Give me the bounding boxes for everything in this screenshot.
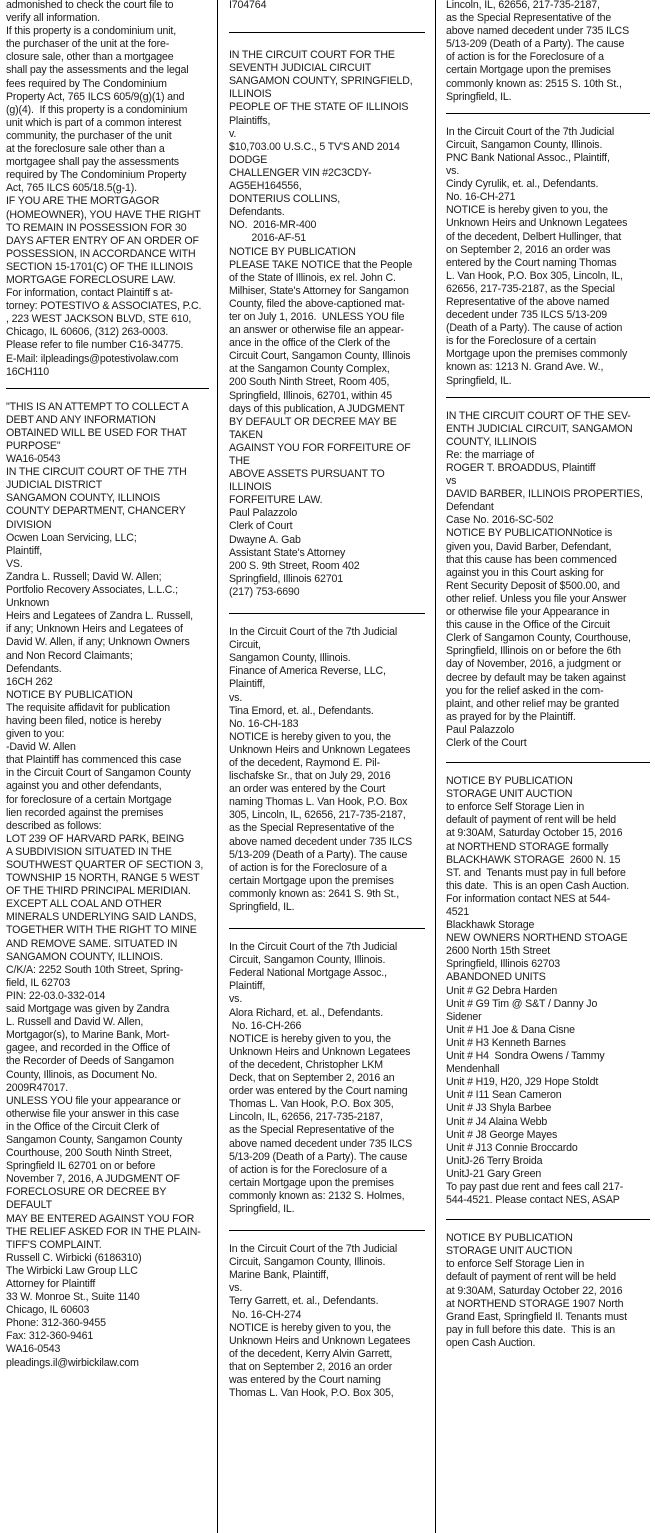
notice-divider — [229, 1230, 425, 1231]
notice-divider — [229, 928, 425, 929]
legal-notice: admonished to check the court file to verify all information. If this property is a condominium unit, the purchaser of the unit at the fore- closure sale, other than a mortgagee shall pay the assessments and the legal fees required by The Condominium Property Act, 765 ILCS 605/9(g)(1) and (g)(4). If this property is a condominium unit which is part of a common interest community, the purchaser of the unit at the foreclosure sale other than a mortgagee shall pay the assessments required by The Condominium Property Act, 765 ILCS 605/18.5(g-1). IF YOU ARE THE MORTGAGOR (HOMEOWNER), YOU HAVE THE RIGHT TO REMAIN IN POSSESSION FOR 30 DAYS AFTER ENTRY OF AN ORDER OF POSSESSION, IN ACCORDANCE WITH SECTION 15-1701(C) OF THE ILLINOIS MORTGAGE FORECLOSURE LAW. For information, contact Plaintiff s at- torney: POTESTIVO & ASSOCIATES, P.C. , 223 WEST JACKSON BLVD, STE 610, Chicago, IL 60606, (312) 263-0003. Please refer to file number C16-34775. E-Mail: ilpleadings@potestivolaw.com 16CH110 — [6, 0, 202, 378]
legal-notice: "THIS IS AN ATTEMPT TO COLLECT A DEBT AND ANY INFORMATION OBTAINED WILL BE USED FOR THAT PURPOSE" WA16-0543 IN THE CIRCUIT COURT OF THE 7TH JUDICIAL DISTRICT SANGAMON COUNTY, ILLINOIS COUNTY DEPARTMENT, CHANCERY DIVISION Ocwen Loan Servicing, LLC; Plaintiff, VS. Zandra L. Russell; David W. Allen; Portfolio Recovery Associates, L.L.C.; Unknown Heirs and Legatees of Zandra L. Russell, if any; Unknown Heirs and Legatees of David W. Allen, if any; Unknown Owners and Non Record Claimants; Defendants. 16CH 262 NOTICE BY PUBLICATION The requisite affidavit for publication having been filed, notice is hereby given to you: -David W. Allen that Plaintiff has commenced this case in the Circuit Court of Sangamon County against you and other defendants, for foreclosure of a certain Mortgage lien recorded against the premises described as follows: LOT 239 OF HARVARD PARK, BEING A SUBDIVISION SITUATED IN THE SOUTHWEST QUARTER OF SECTION 3, TOWNSHIP 15 NORTH, RANGE 5 WEST OF THE THIRD PRINCIPAL MERIDIAN. EXCEPT ALL COAL AND OTHER MINERALS UNDERLYING SAID LANDS, TOGETHER WITH THE RIGHT TO MINE AND REMOVE SAME. SITUATED IN SANGAMON COUNTY, ILLINOIS. C/K/A: 2252 South 10th Street, Spring- field, IL 62703 PIN: 22-03.0-332-014 said Mortgage was given by Zandra L. Russell and David W. Allen, Mortgagor(s), to Marine Bank, Mort- gagee, and recorded in the Office of the Recorder of Deeds of Sangamon County, Illinois, as Document No. 2009R47017. UNLESS YOU file your appearance or otherwise file your answer in this case in the Office of the Circuit Clerk of Sangamon County, Sangamon County Courthouse, 200 South Ninth Street, Springfield IL 62701 on or before November 7, 2016, A JUDGMENT OF FORECLOSURE OR DECREE BY DEFAULT MAY BE ENTERED AGAINST YOU FOR THE RELIEF ASKED FOR IN THE PLAIN- TIFF'S COMPLAINT. Russell C. Wirbicki (6186310) The Wirbicki Law Group LLC Attorney for Plaintiff 33 W. Monroe St., Suite 1140 Chicago, IL 60603 Phone: 312-360-9455 Fax: 312-360-9461 WA16-0543 pleadings.il@wirbickilaw.com — [6, 400, 204, 1369]
column-2 — [229, 0, 425, 1533]
column-3 — [446, 0, 650, 1533]
column-rule — [435, 0, 436, 1533]
notice-divider — [446, 113, 650, 114]
legal-notice: Lincoln, IL, 62656, 217-735-2187, as the Special Representative of the above named decedent under 735 ILCS 5/13-209 (Death of a Party). The cause of action is for the Foreclosure of a certain Mortgage upon the premises commonly known as: 2515 S. 10th St., Springfield, IL. — [446, 0, 630, 103]
legal-notice: In the Circuit Court of the 7th Judicial Circuit, Sangamon County, Illinois. PNC Bank National Assoc., Plaintiff, vs. Cindy Cyrulik, et. al., Defendants. No. 16-CH-271 NOTICE is hereby given to you, the Unknown Heirs and Unknown Legatees of the decedent, Delbert Hullinger, that on September 2, 2016 an order was entered by the Court naming Thomas L. Van Hook, P.O. Box 305, Lincoln, IL, 62656, 217-735-2187, as the Special Representative of the above named decedent under 735 ILCS 5/13-209 (Death of a Party). The cause of action is for the Foreclosure of a certain Mortgage upon the premises commonly known as: 1213 N. Grand Ave. W., Springfield, IL. — [446, 125, 628, 387]
legal-notice: NOTICE BY PUBLICATION STORAGE UNIT AUCTION to enforce Self Storage Lien in default of payment of rent will be held at 9:30AM, Saturday October 15, 2016 at NORTHEND STORAGE formally BLACKHAWK STORAGE 2600 N. 15 ST. and Tenants must pay in full before this date. This is an open Cash Auction. For information contact NES at 544- 4521 Blackhawk Storage NEW OWNERS NORTHEND STOAGE 2600 North 15th Street Springfield, Illinois 62703 ABANDONED UNITS Unit # G2 Debra Harden Unit # G9 Tim @ S&T / Danny Jo Sidener Unit # H1 Joe & Dana Cisne Unit # H3 Kenneth Barnes Unit # H4 Sondra Owens / Tammy Mendenhall Unit # H19, H20, J29 Hope Stoldt Unit # I11 Sean Cameron Unit # J3 Shyla Barbee Unit # J4 Alaina Webb Unit # J8 George Mayes Unit # J13 Connie Broccardo UnitJ-26 Terry Broida UnitJ-21 Gary Green To pay past due rent and fees call 217- 544-4521. Please contact NES, ASAP — [446, 775, 630, 1207]
notice-divider — [446, 397, 650, 398]
notice-divider — [229, 613, 425, 614]
legal-notice: In the Circuit Court of the 7th Judicial Circuit, Sangamon County, Illinois. Marine Bank, Plaintiff, vs. Terry Garrett, et. al., Defendants. No. 16-CH-274 NOTICE is hereby given to you, the Unknown Heirs and Unknown Legatees of the decedent, Kerry Alvin Garrett, that on September 2, 2016 an order was entered by the Court naming Thomas L. Van Hook, P.O. Box 305, — [229, 1243, 411, 1400]
legal-notice: In the Circuit Court of the 7th Judicial Circuit, Sangamon County, Illinois. Federal National Mortgage Assoc., Plaintiff, vs. Alora Richard, et. al., Defendants. No. 16-CH-266 NOTICE is hereby given to you, the Unknown Heirs and Unknown Legatees of the decedent, Christopher LKM Deck, that on September 2, 2016 an order was entered by the Court naming Thomas L. Van Hook, P.O. Box 305, Lincoln, IL, 62656, 217-735-2187, as the Special Representative of the above named decedent under 735 ILCS 5/13-209 (Death of a Party). The cause of action is for the Foreclosure of a certain Mortgage upon the premises commonly known as: 2132 S. Holmes, Springfield, IL. — [229, 941, 413, 1215]
notice-divider — [229, 32, 425, 33]
notice-divider — [446, 762, 650, 763]
legal-notice: IN THE CIRCUIT COURT OF THE SEV- ENTH JUDICIAL CIRCUIT, SANGAMON COUNTY, ILLINOIS Re: the marriage of ROGER T. BROADDUS, Plaintiff vs DAVID BARBER, ILLINOIS PROPERTIES, Defendant Case No. 2016-SC-502 NOTICE BY PUBLICATIONNotice is given you, David Barber, Defendant, that this cause has been commenced against you in this Court asking for Rent Security Deposit of $500.00, and other relief. Unless you file your Answer or otherwise file your Appearance in this cause in the Office of the Circuit Clerk of Sangamon County, Courthouse, Springfield, Illinois on or before the 6th day of November, 2016, a judgment or decree by default may be taken against you for the relief asked in the com- plaint, and other relief may be granted as prayed for by the Plaintiff. Paul Palazzolo Clerk of the Court — [446, 409, 643, 749]
legal-notice: IN THE CIRCUIT COURT FOR THE SEVENTH JUDICIAL CIRCUIT SANGAMON COUNTY, SPRINGFIELD, ILLINOIS PEOPLE OF THE STATE OF ILLINOIS Plaintiffs, v. $10,703.00 U.S.C., 5 TV'S AND 2014 DODGE CHALLENGER VIN #2C3CDY- AG5EH164556, DONTERIUS COLLINS, Defendants. NO. 2016-MR-400 2016-AF-51 NOTICE BY PUBLICATION PLEASE TAKE NOTICE that the People of the State of Illinois, ex rel. John C. Milhiser, State's Attorney for Sangamon County, filed the above-captioned mat- ter on July 1, 2016. UNLESS YOU file an answer or otherwise file an appear- ance in the office of the Clerk of the Circuit Court, Sangamon County, Illinois at the Sangamon County Complex, 200 South Ninth Street, Room 405, Springfield, Illinois, 62701, within 45 days of this publication, A JUDGMENT BY DEFAULT OR DECREE MAY BE TAKEN AGAINST YOU FOR FORFEITURE OF THE ABOVE ASSETS PURSUANT TO ILLINOIS FORFEITURE LAW. Paul Palazzolo Clerk of Court Dwayne A. Gab Assistant State's Attorney 200 S. 9th Street, Room 402 Springfield, Illinois 62701 (217) 753-6690 — [229, 49, 413, 598]
legal-notice: In the Circuit Court of the 7th Judicial Circuit, Sangamon County, Illinois. Finance of America Reverse, LLC, Plaintiff, vs. Tina Emord, et. al., Defendants. No. 16-CH-183 NOTICE is hereby given to you, the Unknown Heirs and Unknown Legatees of the decedent, Raymond E. Pil- lischafske Sr., that on July 29, 2016 an order was entered by the Court naming Thomas L. Van Hook, P.O. Box 305, Lincoln, IL, 62656, 217-735-2187, as the Special Representative of the above named decedent under 735 ILCS 5/13-209 (Death of a Party). The cause of action is for the Foreclosure of a certain Mortgage upon the premises commonly known as: 2641 S. 9th St., Springfield, IL. — [229, 626, 413, 913]
legal-notice: I704764 — [229, 0, 267, 11]
legal-notice: NOTICE BY PUBLICATION STORAGE UNIT AUCTION to enforce Self Storage Lien in default of payment of rent will be held at 9:30AM, Saturday October 22, 2016 at NORTHEND STORAGE 1907 North Grand East, Springfield Il. Tenants must pay in full before this date. This is an open Cash Auction. — [446, 1232, 627, 1349]
column-1 — [6, 0, 209, 1533]
column-rule — [217, 0, 218, 1533]
notice-divider — [6, 388, 209, 389]
notice-divider — [446, 1219, 650, 1220]
